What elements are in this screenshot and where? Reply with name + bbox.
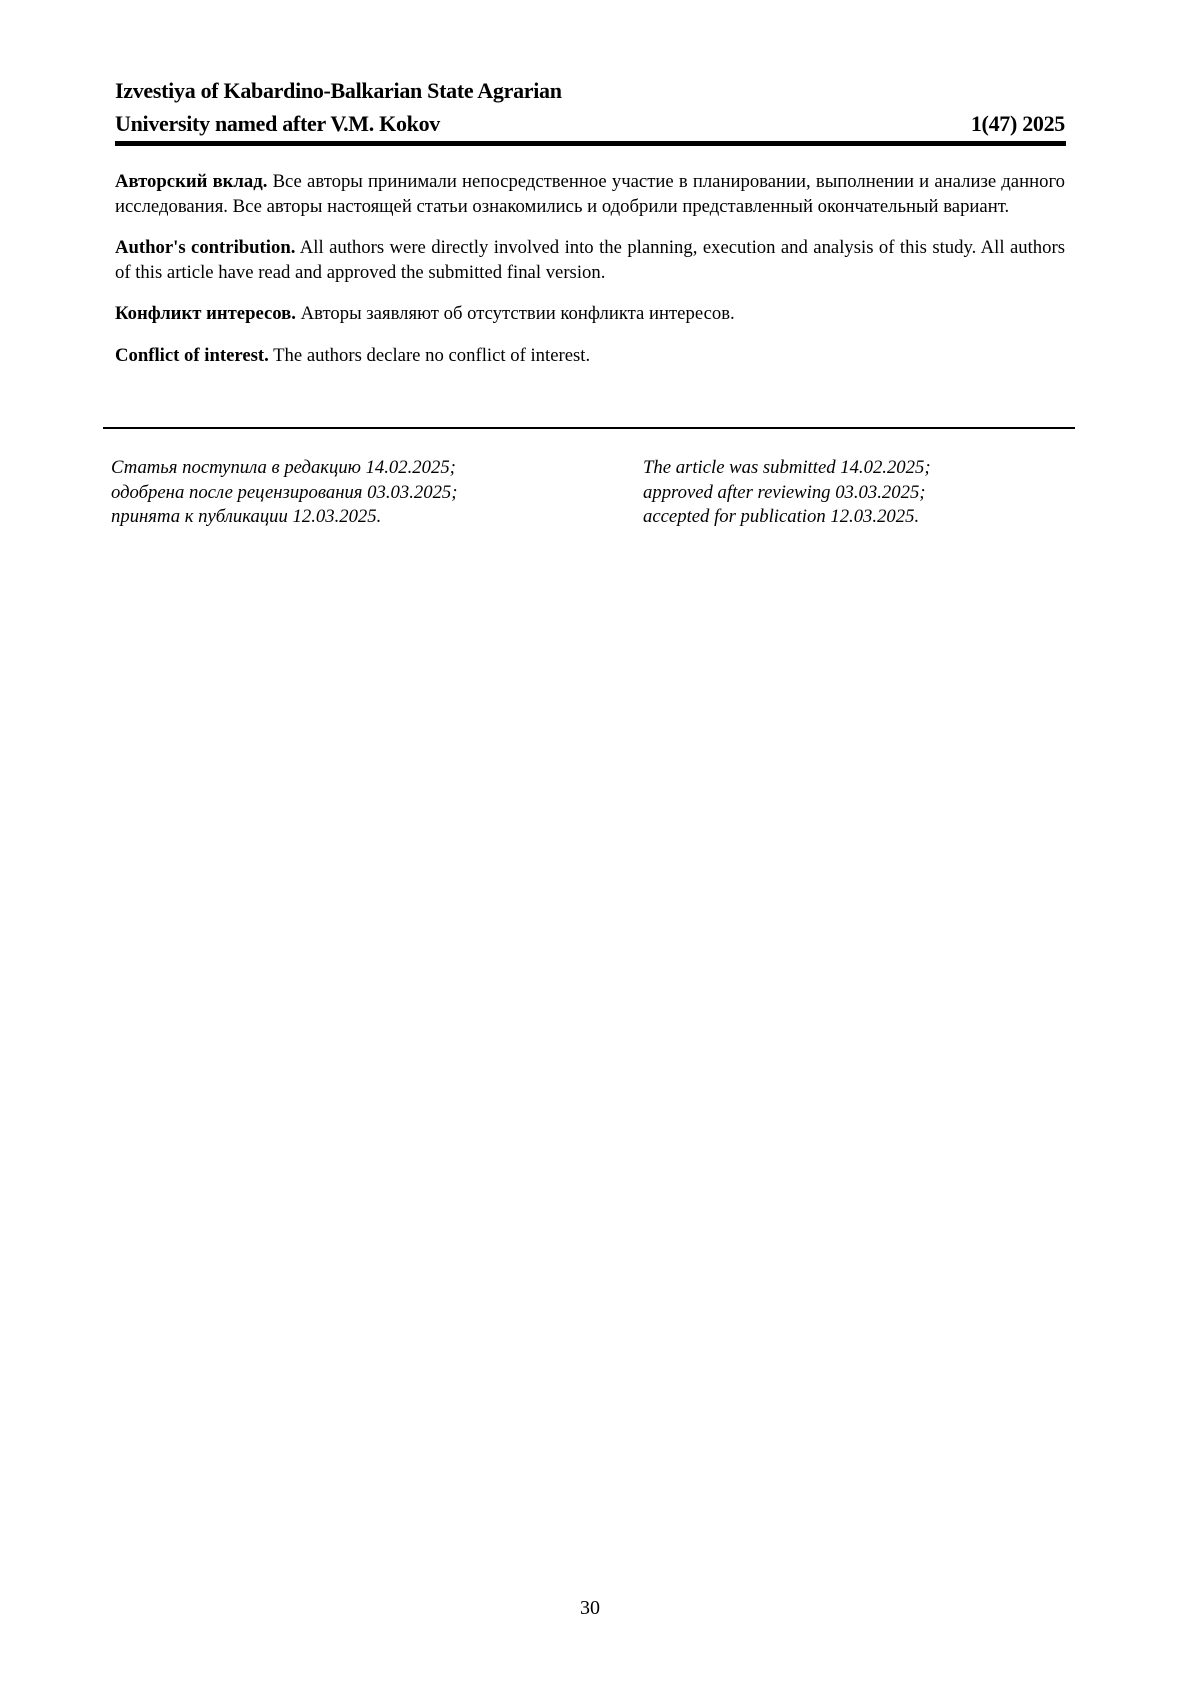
running-header (115, 74, 1065, 140)
author-contribution-en (115, 236, 1065, 285)
date-line: approved after reviewing 03.03.2025; (643, 481, 926, 503)
section-text: Авторы заявляют об отсутствии конфликта интересов. (295, 303, 735, 324)
date-line: одобрена после рецензирования 03.03.2025; (111, 481, 458, 503)
date-line: Статья поступила в редакцию 14.02.2025; (111, 457, 456, 478)
section-label: Conflict of interest. (115, 344, 269, 366)
section-text: Все авторы принимали непосредственное участие в планировании, выполнении и анализе данного исследования. Все авторы настоящей статьи ознакомились и одобрили представленный окончательный вариант. (115, 171, 1065, 217)
author-contribution-ru (115, 170, 1065, 219)
issue-number: 1(47) 2025 (970, 111, 1065, 136)
date-line: The article was submitted 14.02.2025; (643, 457, 931, 478)
section-label: Авторский вклад. (115, 171, 268, 192)
header-divider (115, 141, 1066, 146)
journal-title-line1: Izvestiya of Kabardino-Balkarian State Agrarian (115, 78, 562, 103)
section-divider (103, 427, 1075, 429)
conflict-of-interest-ru (115, 302, 1065, 327)
date-line: принята к публикации 12.03.2025. (111, 506, 382, 527)
header-second-row (115, 107, 1065, 140)
conflict-of-interest-en (115, 344, 1065, 369)
section-label: Конфликт интересов. (115, 303, 296, 324)
section-label: Author's contribution. (115, 237, 296, 258)
section-text: The authors declare no conflict of interest. (268, 344, 591, 366)
section-text: All authors were directly involved into the planning, execution and analysis of this study. All authors of this article have read and approved the submitted final version. (115, 237, 1065, 283)
submission-dates-en (643, 456, 931, 530)
date-line: accepted for publication 12.03.2025. (643, 506, 920, 527)
article-footer-notes (115, 170, 1065, 385)
submission-dates-ru (111, 456, 458, 530)
page-number: 30 (580, 1597, 600, 1619)
journal-title-line2: University named after V.M. Kokov (115, 111, 440, 136)
